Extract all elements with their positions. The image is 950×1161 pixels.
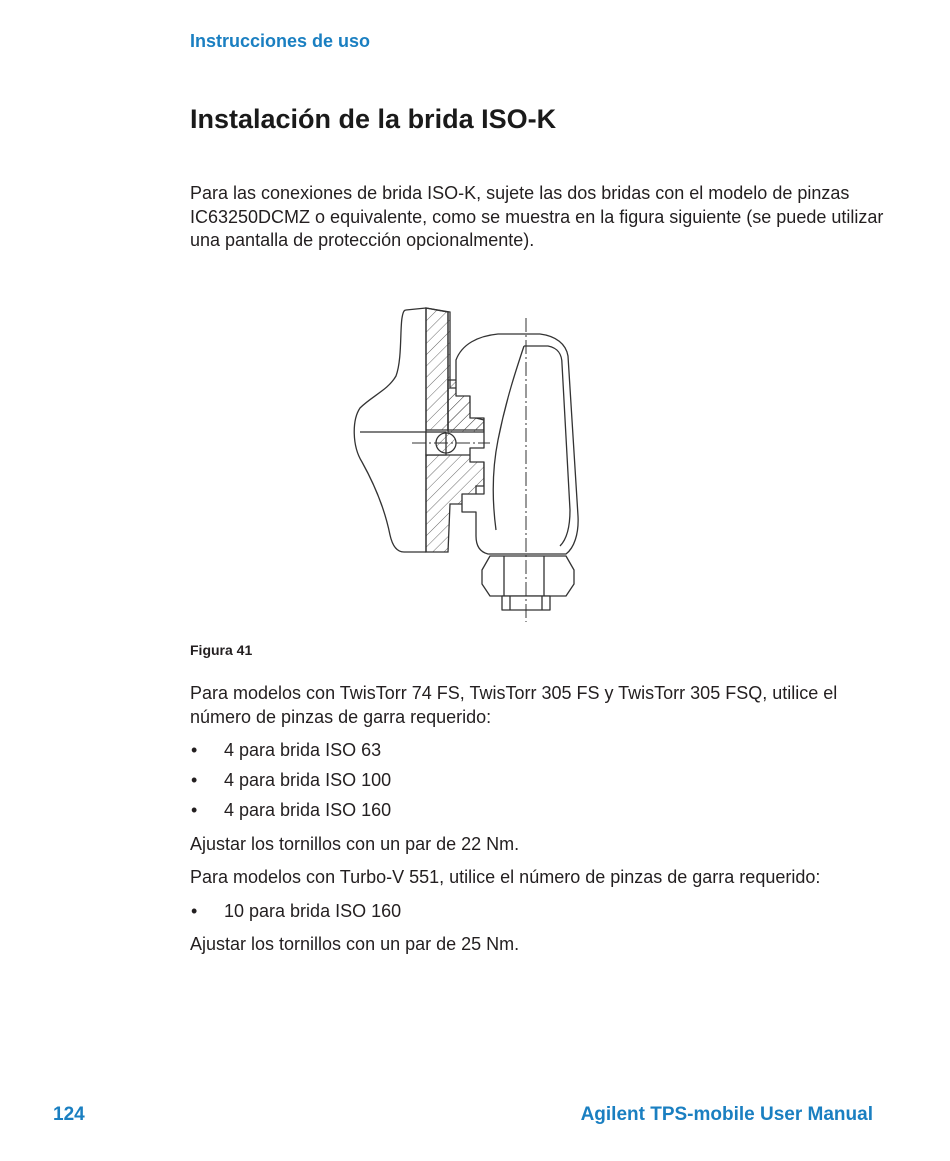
shield-body — [354, 308, 426, 552]
body-text — [190, 682, 890, 967]
intro-paragraph: Para las conexiones de brida ISO-K, sujete las dos bridas con el modelo de pinzas IC63250DCMZ o equivalente, como se muestra en la figura siguiente (se puede utilizar una pantalla de protección opcionalmente). — [190, 183, 884, 250]
twistorr-torque: Ajustar los tornillos con un par de 22 Nm. — [190, 833, 520, 854]
running-header: Instrucciones de uso — [190, 31, 371, 51]
bullet: • — [191, 740, 198, 760]
list-item: • 10 para brida ISO 160 — [190, 900, 890, 924]
hex-nut — [482, 556, 574, 596]
figure-caption: Figura 41 — [190, 642, 253, 658]
turbo-list — [190, 900, 890, 924]
twistorr-list — [190, 739, 890, 823]
list-item: • 4 para brida ISO 100 — [190, 769, 890, 793]
page-number: 124 — [53, 1104, 85, 1125]
list-item: • 4 para brida ISO 63 — [190, 739, 890, 763]
iso-k-clamp-figure — [340, 300, 600, 625]
bullet: • — [191, 800, 198, 820]
page-title: Instalación de la brida ISO-K — [190, 104, 557, 134]
bullet: • — [191, 900, 198, 921]
list-item: • 4 para brida ISO 160 — [190, 799, 890, 823]
bullet: • — [191, 770, 198, 790]
turbo-torque: Ajustar los tornillos con un par de 25 Nm. — [190, 934, 520, 954]
manual-title: Agilent TPS-mobile User Manual — [580, 1104, 873, 1125]
twistorr-intro: Para modelos con TwisTorr 74 FS, TwisTorr 305 FS y TwisTorr 305 FSQ, utilice el número de pinzas de garra requerido: — [190, 683, 838, 727]
turbo-intro: Para modelos con Turbo-V 551, utilice el número de pinzas de garra requerido: — [190, 867, 821, 887]
